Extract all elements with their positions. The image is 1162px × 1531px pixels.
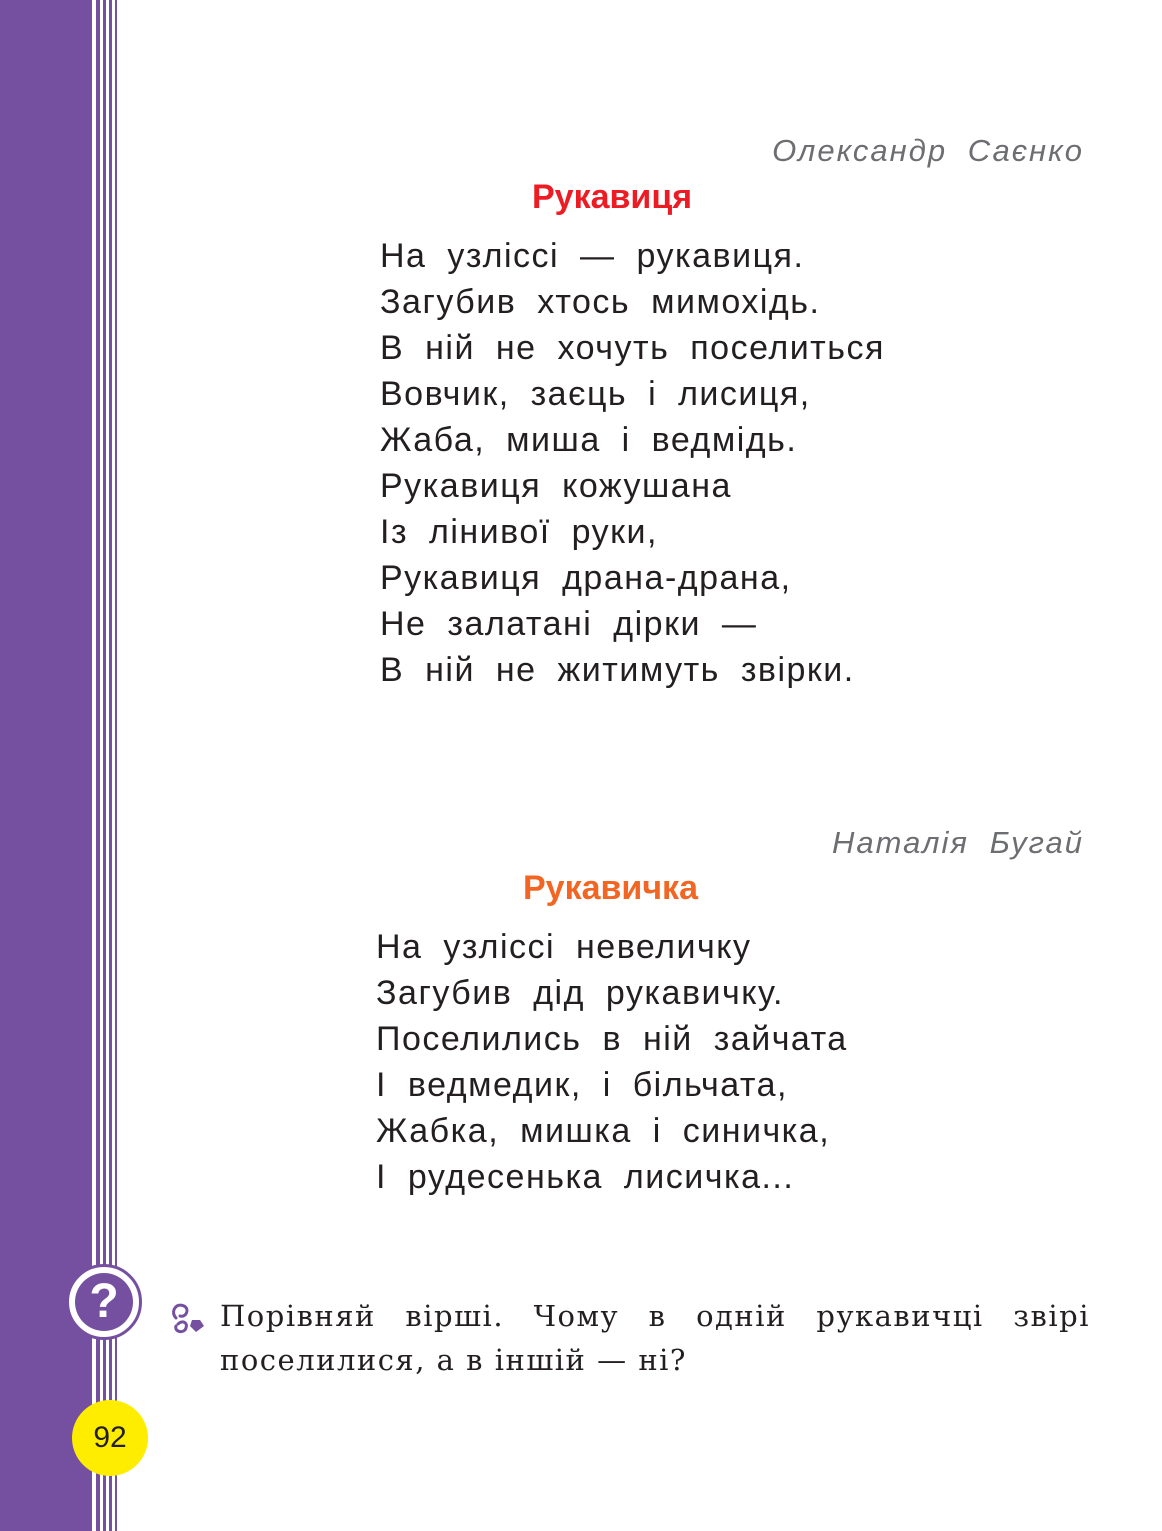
poem-line: Загубив дід рукавичку. — [376, 974, 785, 1012]
poem-author: Олександр Саєнко — [772, 133, 1084, 168]
poem-line: Жабка, мишка і синичка, — [376, 1112, 831, 1150]
poem-author: Наталія Бугай — [832, 825, 1084, 860]
poem-line: Загубив хтось мимохідь. — [380, 283, 821, 321]
poem-text — [376, 924, 848, 1200]
pair-work-icon — [168, 1296, 208, 1336]
poem-line: Жаба, миша і ведмідь. — [380, 421, 798, 459]
poem-line: Не залатані дірки — — [380, 605, 758, 643]
question-mark-icon — [66, 1264, 142, 1340]
poem-line: На узліссі — рукавиця. — [380, 237, 805, 275]
poem-line: Рукавиця драна-драна, — [380, 559, 792, 597]
poem-line: Поселились в ній зайчата — [376, 1020, 848, 1058]
question-mark-symbol: ? — [75, 1273, 133, 1331]
page-number-badge: 92 — [72, 1400, 148, 1476]
poem-title: Рукавичка — [523, 869, 698, 907]
poem-line: Рукавиця кожушана — [380, 467, 732, 505]
poem-line: Вовчик, заєць і лисиця, — [380, 375, 811, 413]
poem-text — [380, 233, 885, 693]
poem-line: Із лінивої руки, — [380, 513, 658, 551]
poem-title: Рукавиця — [532, 178, 693, 216]
poem-line: І рудесенька лисичка... — [376, 1158, 795, 1196]
poem-line: В ній не хочуть поселиться — [380, 329, 885, 367]
question-task-text: Порівняй вірші. Чому в одній рукавичці звірі поселилися, а в іншій — ні? — [220, 1299, 1090, 1377]
poem-line: На узліссі невеличку — [376, 928, 752, 966]
poem-line: В ній не житимуть звірки. — [380, 651, 855, 689]
poem-line: І ведмедик, і більчата, — [376, 1066, 788, 1104]
